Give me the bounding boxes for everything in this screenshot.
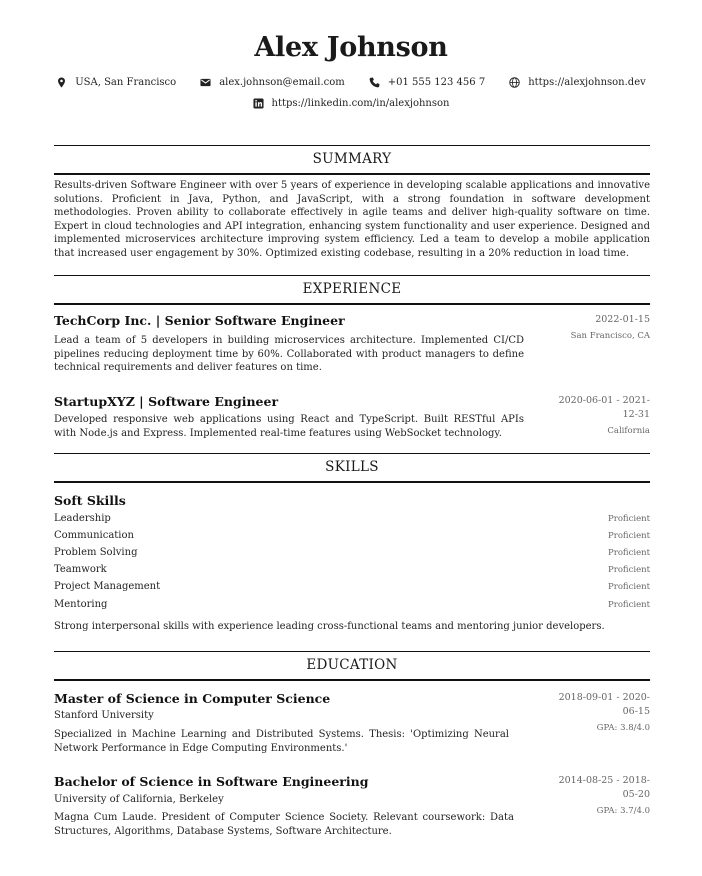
job-location: San Francisco, CA [570,331,650,341]
skill-name: Problem Solving [54,547,138,558]
contact-linkedin[interactable] [253,98,450,109]
job-date: 2022-01-15 [595,314,650,325]
contact-row-secondary [0,98,702,109]
school-name: University of California, Berkeley [54,794,224,805]
job-location: California [607,426,650,436]
skill-row [54,581,650,592]
skill-name: Project Management [54,581,161,592]
skill-name: Leadership [54,513,111,524]
summary-heading: SUMMARY [54,145,650,175]
skills-group-title: Soft Skills [54,493,126,508]
envelope-icon [200,77,211,88]
location-text: USA, San Francisco [75,77,177,88]
experience-heading: EXPERIENCE [54,275,650,305]
skill-level: Proficient [608,514,650,524]
education-heading: EDUCATION [54,651,650,681]
contact-row [0,77,702,88]
phone-icon [369,77,380,88]
degree-gpa: GPA: 3.7/4.0 [596,806,650,816]
degree-meta [548,691,650,735]
contact-location [56,77,176,88]
education-entry [54,774,650,840]
job-meta [548,394,650,438]
degree-description: Specialized in Machine Learning and Distributed Systems. Thesis: 'Optimizing Neural Network Performance in Edge Computing Environments.' [54,729,509,754]
job-date: 2020-06-01 - 2021-12-31 [558,395,650,420]
globe-icon [509,77,520,88]
email-text[interactable]: alex.johnson@email.com [219,77,345,88]
degree-title: Master of Science in Computer Science [54,691,331,706]
skill-level: Proficient [608,600,650,610]
degree-gpa: GPA: 3.8/4.0 [596,723,650,733]
degree-title: Bachelor of Science in Software Engineering [54,774,369,789]
candidate-name: Alex Johnson [254,32,448,63]
skill-row [54,530,650,541]
linkedin-link[interactable]: https://linkedin.com/in/alexjohnson [271,98,450,109]
job-title: StartupXYZ | Software Engineer [54,394,279,409]
contact-email[interactable] [200,77,345,88]
degree-description: Magna Cum Laude. President of Computer Science Society. Relevant coursework: Data Structures, Algorithms, Database Systems, Software Architecture. [54,812,514,837]
skill-row [54,599,650,610]
skill-name: Mentoring [54,599,108,610]
skill-level: Proficient [608,548,650,558]
degree-date: 2014-08-25 - 2018-05-20 [558,775,650,800]
skill-level: Proficient [608,565,650,575]
skill-level: Proficient [608,582,650,592]
job-description: Developed responsive web applications using React and TypeScript. Built RESTful APIs with Node.js and Express. Implemented real-time features using WebSocket technology. [54,414,524,439]
linkedin-icon [253,98,264,109]
job-description: Lead a team of 5 developers in building microservices architecture. Implemented CI/CD pipelines reducing deployment time by 60%. Collaborated with product managers to define technical requirements and deliver features on time. [54,335,524,373]
summary-text: Results-driven Software Engineer with over 5 years of experience in developing scalable applications and innovative solutions. Proficient in Java, Python, and JavaScript, with a strong foundation in software development methodologies. Proven ability to collaborate effectively in agile teams and deliver high-quality software on time. Expert in cloud technologies and API integration, enhancing system functionality and user experience. Designed and implemented microservices architecture improving system efficiency. Led a team to develop a mobile application that increased user engagement by 30%. Optimized existing codebase, resulting in a 20% reduction in load time. [54,180,650,259]
job-meta [540,313,650,343]
education-entry [54,691,650,757]
skills-note: Strong interpersonal skills with experience leading cross-functional teams and mentoring junior developers. [54,621,605,632]
degree-date: 2018-09-01 - 2020-06-15 [558,692,650,717]
skill-name: Communication [54,530,134,541]
skills-heading: SKILLS [54,453,650,483]
phone-text[interactable]: +01 555 123 456 7 [387,77,486,88]
contact-phone[interactable] [369,77,485,88]
experience-entry [54,313,650,375]
skill-row [54,547,650,558]
contact-website[interactable] [509,77,646,88]
website-link[interactable]: https://alexjohnson.dev [528,77,646,88]
skill-row [54,564,650,575]
school-name: Stanford University [54,710,154,721]
experience-entry [54,394,650,444]
skill-row [54,513,650,524]
degree-meta [548,774,650,818]
job-title: TechCorp Inc. | Senior Software Engineer [54,313,345,328]
location-pin-icon [56,77,67,88]
skill-name: Teamwork [54,564,107,575]
skill-level: Proficient [608,531,650,541]
